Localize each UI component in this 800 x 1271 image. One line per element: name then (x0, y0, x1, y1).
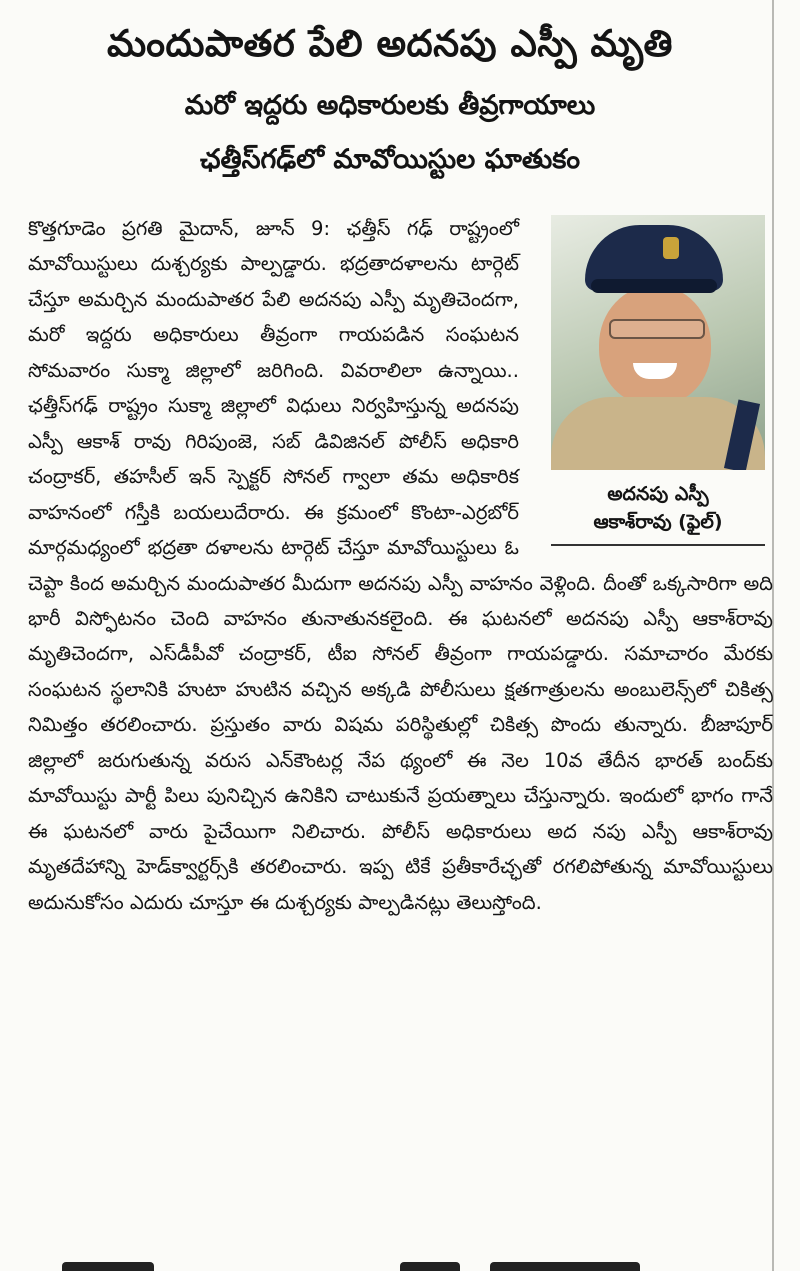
subheadline-1: మరో ఇద్దరు అధికారులకు తీవ్రగాయాలు (184, 90, 596, 121)
face (599, 285, 711, 405)
cap-badge (663, 237, 679, 259)
cutoff-text-fragment (62, 1262, 154, 1271)
next-article-cutoff (20, 1252, 760, 1271)
photo-caption (551, 480, 765, 546)
photo-block (533, 211, 773, 551)
officer-photo (551, 215, 765, 470)
cutoff-text-fragment (400, 1262, 460, 1271)
glasses (609, 319, 705, 339)
caption-line-2: ఆకాశ్‌రావు (ఫైల్) (593, 511, 723, 533)
caption-line-1: అదనపు ఎస్పీ (607, 483, 709, 505)
headline: మందుపాతర పేలి అదనపు ఎస్పీ మృతి (107, 22, 673, 65)
cutoff-text-fragment (490, 1262, 640, 1271)
subheadline-2: ఛత్తీస్‌గఢ్‌లో మావోయిస్టుల ఘాతుకం (199, 144, 581, 175)
article-body-text: కొత్తగూడెం ప్రగతి మైదాన్, జూన్ 9: ఛత్తీస్ గఢ్ రాష్ట్రంలో మావోయిస్టులు దుశ్చర్యకు పాల్పడ్డారు. భద్రతాదళాలను టార్గెట్ చేస్తూ అమర్చిన మందుపాతర పేలి అదనపు ఎస్పీ మృతిచెందగా, మరో ఇద్దరు అధికారులు తీవ్రంగా గాయపడిన సంఘటన సోమవారం సుక్మా జిల్లాలో జరిగింది. వివరాలిలా ఉన్నాయి.. ఛత్తీస్‌గఢ్ రాష్ట్రం సుక్మా జిల్లాలో విధులు నిర్వహిస్తున్న అదనపు ఎస్పీ ఆకాశ్ రావు గిరిపుంజె, సబ్ డివిజినల్ పోలీస్ అధికారి చంద్రాకర్, తహసీల్ ఇన్ స్పెక్టర్ సోనల్ గ్వాలా తమ అధికారిక వాహనంలో గస్తీకి బయలుదేరారు. ఈ క్రమంలో కొంటా-ఎర్రబోర్ మార్గమధ్యంలో భద్రతా దళాలను టార్గెట్ చేస్తూ మావోయిస్టులు ఓ చెప్టా కింద అమర్చిన మందుపాతర మీదుగా అదనపు ఎస్పీ వాహనం వెళ్లింది. దీంతో ఒక్కసారిగా అది భారీ విస్ఫోటనం చెంది వాహనం తునాతునకలైంది. ఈ ఘటనలో అదనపు ఎస్పీ ఆకాశ్‌రావు మృతిచెందగా, ఎస్‌డీపీవో చంద్రాకర్, టీఐ సోనల్ తీవ్రంగా గాయపడ్డారు. సమాచారం మేరకు సంఘటన స్థలానికి హుటా హుటిన వచ్చిన అక్కడి పోలీసులు క్షతగాత్రులను అంబులెన్స్‌లో చికిత్స నిమిత్తం తరలించారు. ప్రస్తుతం వారు విషమ పరిస్థితుల్లో చికిత్స పొందు తున్నారు. బీజాపూర్ జిల్లాలో జరుగుతున్న వరుస ఎన్‌కౌంటర్ల నేప థ్యంలో ఈ నెల 10వ తేదీన భారత్ బంద్‌కు మావోయిస్టు పార్టీ పిలు పునిచ్చిన ఉనికిని చాటుకునే ప్రయత్నాలు చేస్తున్నారు. ఇందులో భాగం గానే ఈ ఘటనలో వారు పైచేయిగా నిలిచారు. పోలీస్ అధికారులు అద నపు ఎస్పీ ఆకాశ్‌రావు మృతదేహాన్ని హెడ్‌క్వార్టర్స్‌కి తరలించారు. ఇప్ప టికే ప్రతీకారేచ్ఛతో రగలిపోతున్న మావోయిస్టులు అదునుకోసం ఎదురు చూస్తూ ఈ దుశ్చర్యకు పాల్పడినట్లు తెలుస్తోంది. (28, 217, 773, 914)
cap-visor (591, 279, 717, 293)
article-body-container (28, 211, 773, 1251)
